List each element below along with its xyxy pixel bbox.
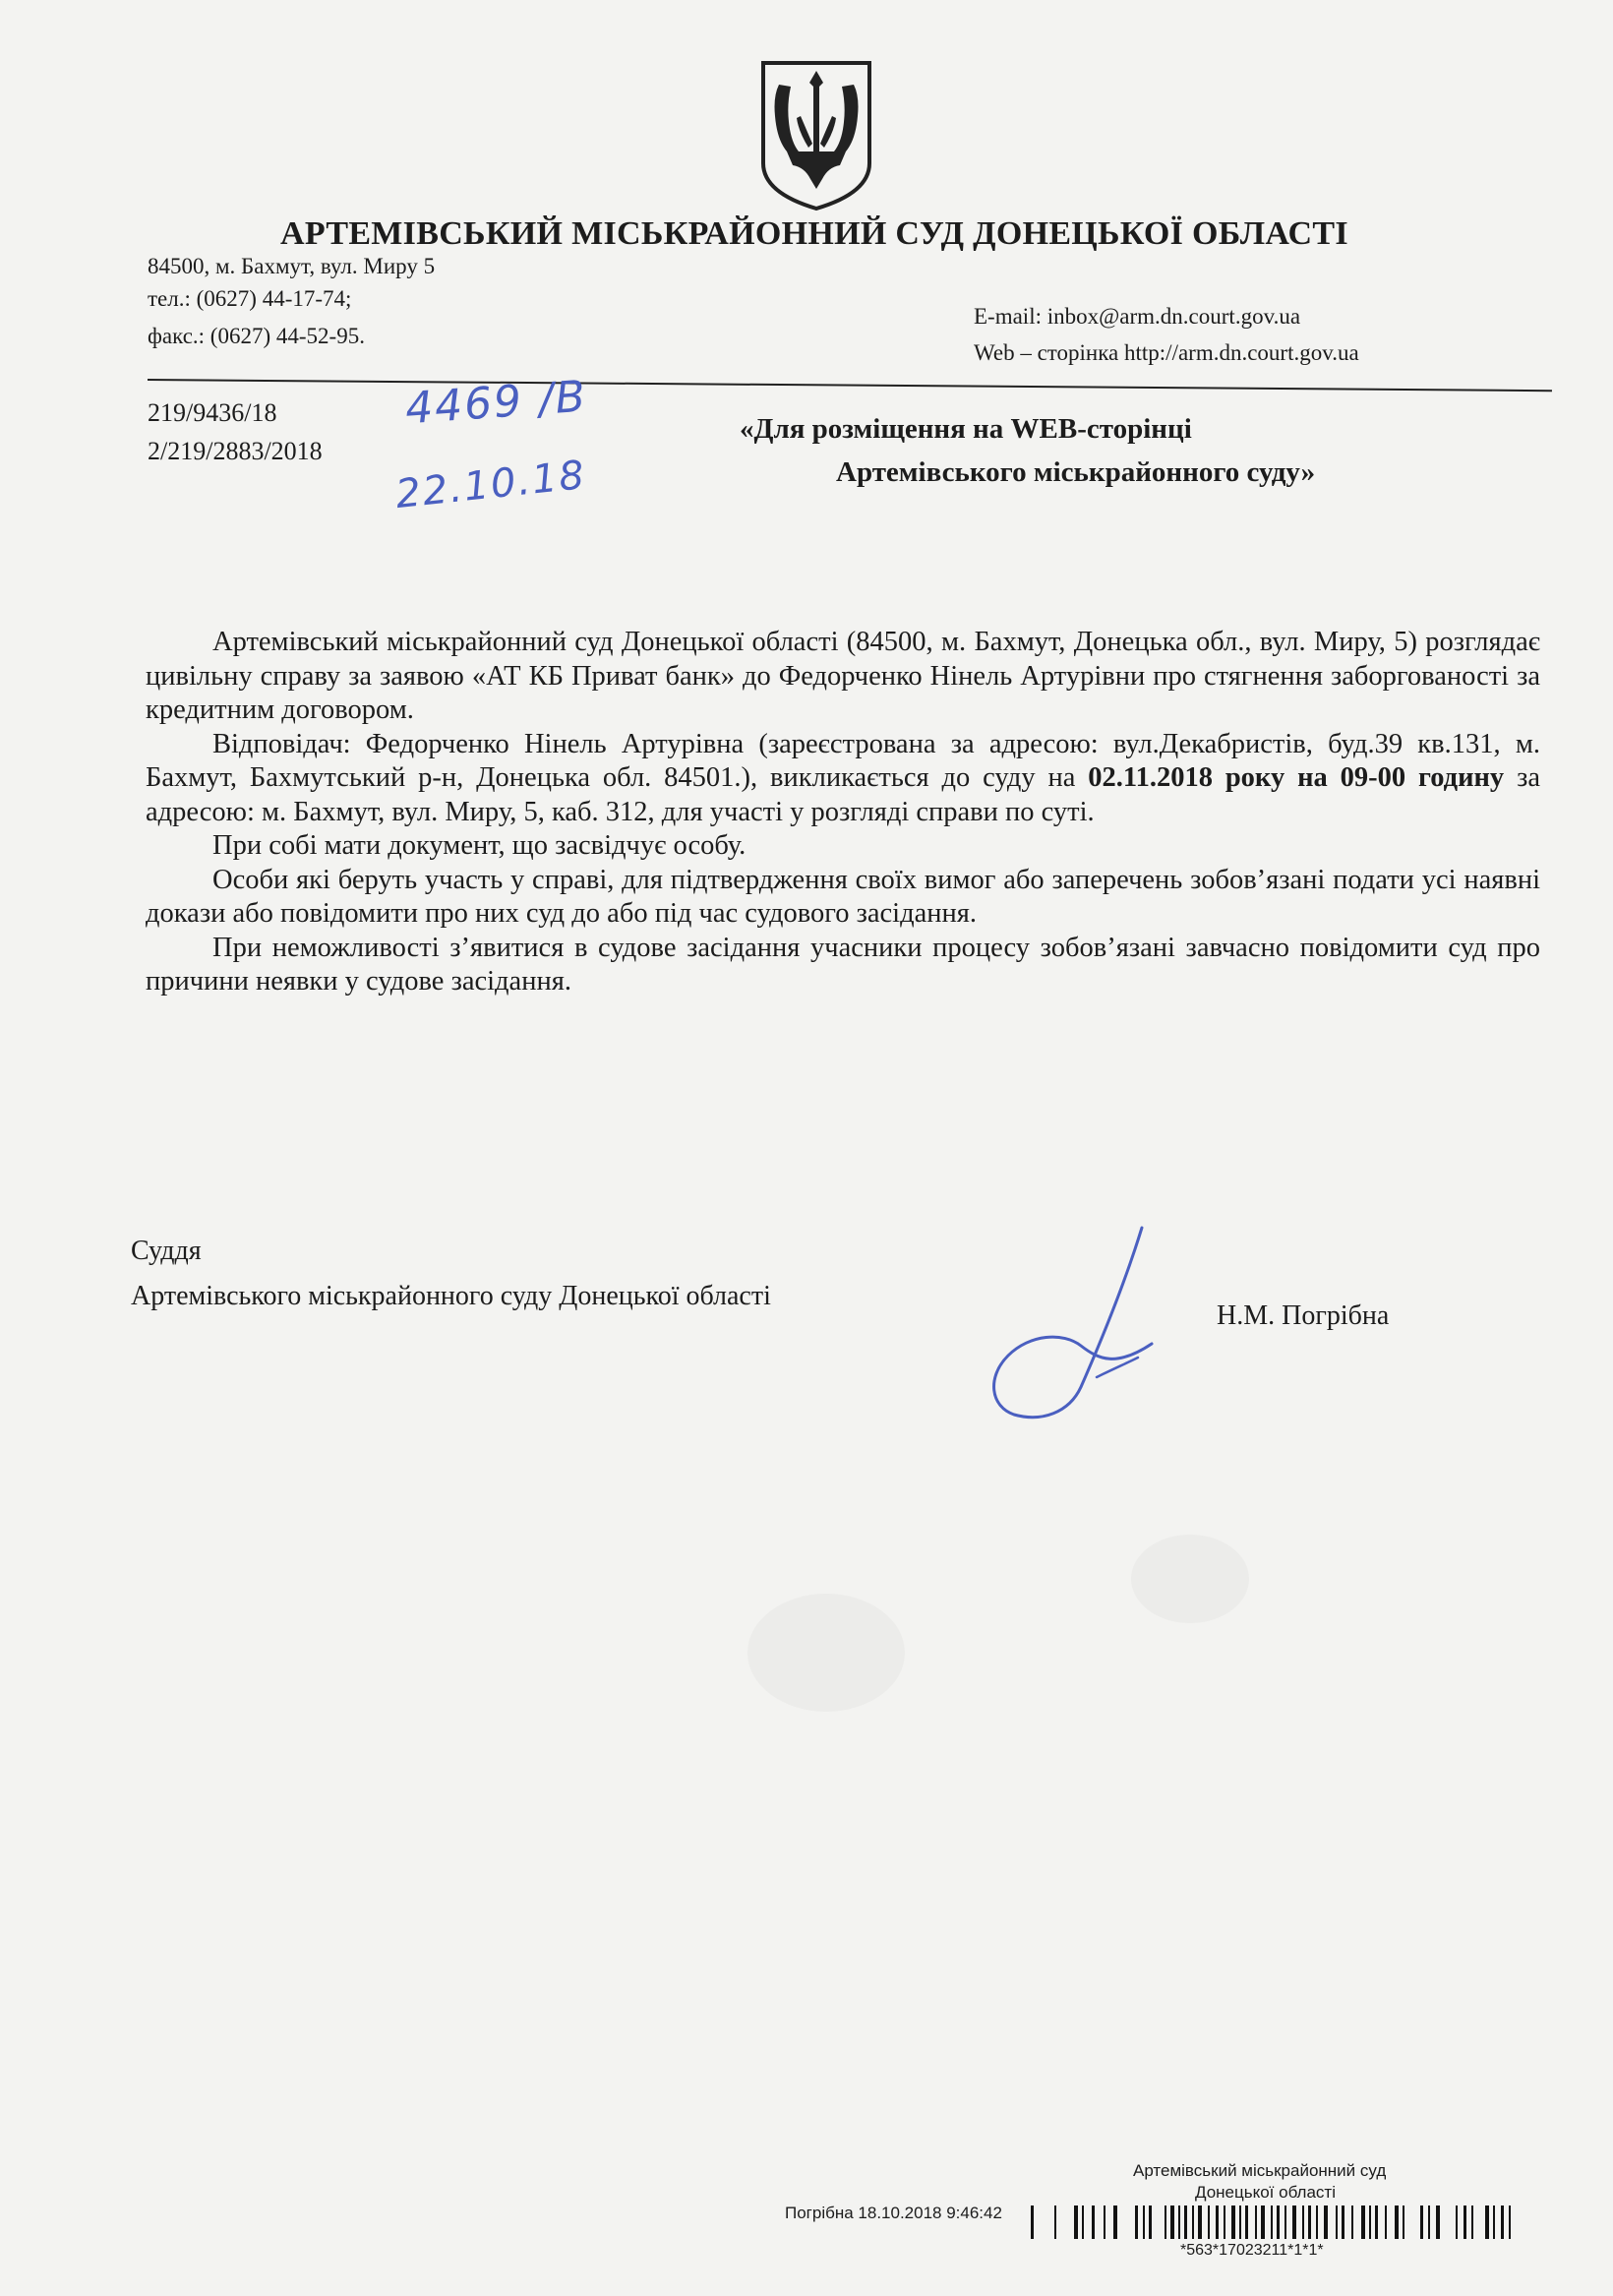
scan-smudge (747, 1594, 905, 1712)
scan-smudge (1131, 1535, 1249, 1623)
body-paragraph: Артемівський міськрайонний суд Донецької області (84500, м. Бахмут, Донецька обл., вул. Миру, 5) розглядає цивільну справу за заявою «АТ КБ Приват банк» до Федорченко Нінель Артурівни про стягнення заборгованості за кредитним договором. (146, 627, 1540, 725)
court-address: 84500, м. Бахмут, вул. Миру 5 (148, 254, 436, 278)
footer-court-line-1: Артемівський міськрайонний суд (1133, 2161, 1387, 2180)
court-email: E-mail: inbox@arm.dn.court.gov.ua (974, 304, 1301, 329)
court-title: АРТЕМІВСЬКИЙ МІСЬКРАЙОННИЙ СУД ДОНЕЦЬКОЇ ОБЛАСТІ (280, 215, 1348, 252)
body-paragraph: Особи які беруть участь у справі, для підтвердження своїх вимог або заперечень зобов’язані подати усі наявні докази або повідомити про них суд до або під час судового засідання. (146, 864, 1540, 929)
web-placement-note-line-2: Артемівського міськрайонного суду» (836, 456, 1316, 488)
handwritten-registration-number: 4469 /В (403, 371, 589, 435)
judge-court: Артемівського міськрайонного суду Донецької області (131, 1281, 771, 1311)
court-fax: факс.: (0627) 44-52-95. (148, 324, 365, 348)
case-number: 219/9436/18 (148, 398, 277, 427)
web-placement-note-line-1: «Для розміщення на WEB-сторінці (740, 413, 1192, 445)
hearing-datetime: 02.11.2018 року на 09-00 годину (1088, 762, 1505, 793)
judge-name: Н.М. Погрібна (1217, 1300, 1390, 1331)
body-paragraph-summons (146, 728, 1540, 830)
footer-court-line-2: Донецької області (1195, 2183, 1336, 2202)
proceeding-number: 2/219/2883/2018 (148, 437, 323, 465)
handwritten-signature (979, 1220, 1165, 1426)
body-paragraph: При собі мати документ, що засвідчує особу. (212, 830, 747, 861)
notice-body (146, 626, 1540, 999)
judge-title: Суддя (131, 1236, 202, 1266)
court-website: Web – сторінка http://arm.dn.court.gov.ua (974, 340, 1359, 365)
summons-location: за адресою: м. Бахмут, вул. Миру, 5, каб. 312, для участі у розгляді справи по суті. (146, 762, 1540, 827)
handwritten-date: 22.10.18 (393, 452, 588, 518)
trident-emblem-icon (757, 57, 875, 212)
court-phone: тел.: (0627) 44-17-74; (148, 286, 352, 311)
header-divider (148, 379, 1552, 392)
barcode-number: *563*17023211*1*1* (1180, 2242, 1324, 2259)
summons-text: Відповідач: Федорченко Нінель Артурівна (зареєстрована за адресою: вул.Декабристів, буд.39 кв.131, м. Бахмут, Бахмутський р-н, Донецька обл. 84501.), викликається до суду на (146, 728, 1540, 793)
registration-timestamp: Погрібна 18.10.2018 9:46:42 (785, 2204, 1002, 2222)
barcode-icon (1031, 2204, 1513, 2241)
body-paragraph: При неможливості з’явитися в судове засідання учасники процесу зобов’язані завчасно повідомити суд про причини неявки у судове засідання. (146, 932, 1540, 997)
